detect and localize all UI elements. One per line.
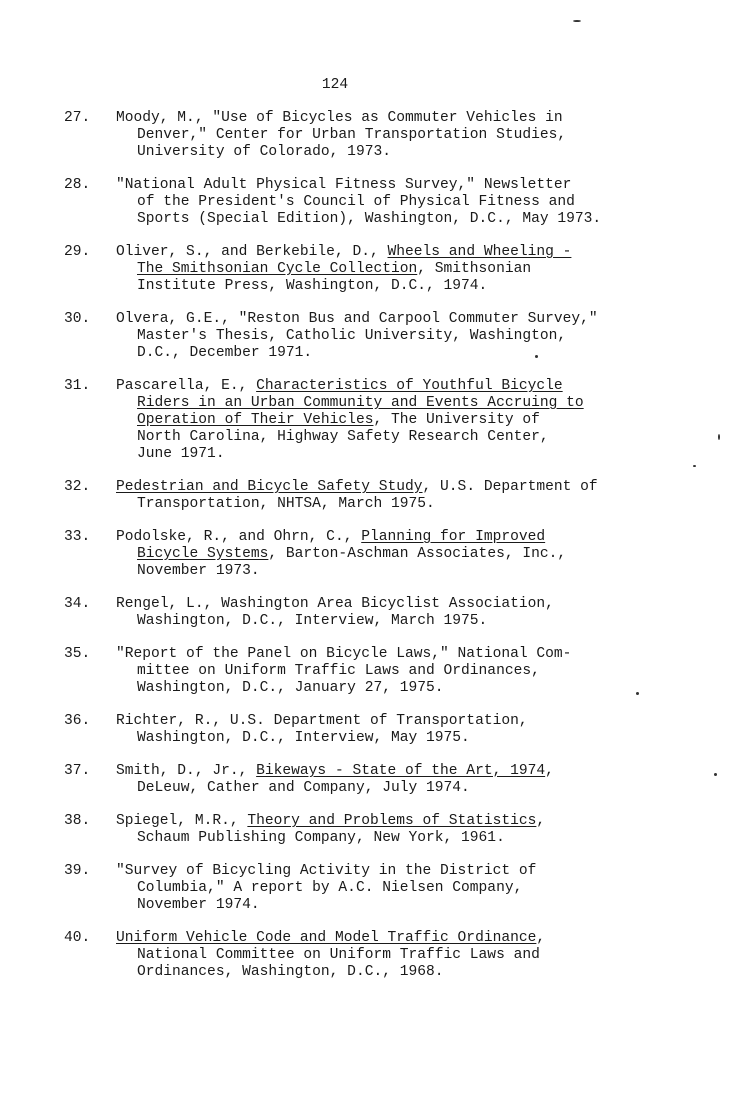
reference-line: [64, 144, 744, 161]
reference-text: Ordinances, Washington, D.C., 1968.: [137, 964, 444, 980]
reference-text: "Survey of Bicycling Activity in the District of: [116, 863, 537, 879]
reference-text: DeLeuw, Cather and Company, July 1974.: [137, 780, 470, 796]
reference-text: Master's Thesis, Catholic University, Washington,: [137, 328, 567, 344]
underlined-title: Bicycle Systems: [137, 546, 269, 562]
reference-entry: [64, 529, 744, 580]
reference-text: Transportation, NHTSA, March 1975.: [137, 496, 435, 512]
reference-line: [64, 328, 744, 345]
reference-line: [64, 663, 744, 680]
reference-line: [64, 646, 744, 663]
reference-line: [64, 529, 744, 546]
reference-text: Rengel, L., Washington Area Bicyclist Association,: [116, 596, 554, 612]
scan-speck: [535, 355, 538, 358]
reference-text: Oliver, S., and Berkebile, D.,: [116, 244, 388, 260]
underlined-title: Uniform Vehicle Code and Model Traffic Ordinance: [116, 930, 537, 946]
reference-line: [64, 378, 744, 395]
underlined-title: Characteristics of Youthful Bicycle: [256, 378, 563, 394]
reference-text: Washington, D.C., January 27, 1975.: [137, 680, 444, 696]
reference-line: [64, 763, 744, 780]
reference-text: ,: [536, 930, 546, 946]
reference-text: of the President's Council of Physical Fitness and: [137, 194, 575, 210]
reference-text: Schaum Publishing Company, New York, 1961.: [137, 830, 505, 846]
reference-number: 31.: [64, 378, 91, 394]
reference-text: ,: [545, 763, 554, 779]
reference-text: Sports (Special Edition), Washington, D.C., May 1973.: [137, 211, 602, 227]
reference-line: [64, 261, 744, 278]
reference-line: [64, 496, 744, 513]
reference-line: [64, 412, 744, 429]
reference-entry: [64, 177, 744, 228]
reference-line: [64, 395, 744, 412]
reference-line: [64, 429, 744, 446]
reference-number: 32.: [64, 479, 91, 495]
reference-text: Institute Press, Washington, D.C., 1974.: [137, 278, 488, 294]
reference-text: Richter, R., U.S. Department of Transportation,: [116, 713, 528, 729]
reference-entry: [64, 863, 744, 914]
reference-number: 37.: [64, 763, 91, 779]
reference-entry: [64, 813, 744, 847]
reference-text: , Smithsonian: [417, 261, 532, 277]
reference-text: "Report of the Panel on Bicycle Laws," National Com-: [116, 646, 572, 662]
underlined-title: Wheels and Wheeling -: [387, 244, 572, 260]
reference-text: November 1974.: [137, 897, 260, 913]
reference-line: [64, 947, 744, 964]
underlined-title: Riders in an Urban Community and Events Accruing to: [137, 395, 584, 411]
reference-line: [64, 177, 744, 194]
reference-text: Washington, D.C., Interview, May 1975.: [137, 730, 470, 746]
reference-text: Columbia," A report by A.C. Nielsen Company,: [137, 880, 523, 896]
reference-entry: [64, 311, 744, 362]
page-number: 124: [321, 77, 349, 93]
reference-number: 38.: [64, 813, 91, 829]
reference-line: [64, 880, 744, 897]
reference-list: [64, 110, 744, 997]
reference-number: 29.: [64, 244, 91, 260]
reference-number: 40.: [64, 930, 91, 946]
reference-line: [64, 713, 744, 730]
reference-line: [64, 680, 744, 697]
scan-speck: [573, 20, 581, 22]
reference-entry: [64, 930, 744, 981]
reference-line: [64, 278, 744, 295]
reference-line: [64, 446, 744, 463]
reference-line: [64, 546, 744, 563]
reference-text: , U.S. Department of: [422, 479, 598, 495]
reference-line: [64, 813, 744, 830]
reference-text: North Carolina, Highway Safety Research Center,: [137, 429, 549, 445]
reference-entry: [64, 479, 744, 513]
reference-number: 27.: [64, 110, 91, 126]
reference-line: [64, 780, 744, 797]
reference-entry: [64, 110, 744, 161]
reference-number: 33.: [64, 529, 91, 545]
reference-entry: [64, 378, 744, 463]
reference-entry: [64, 244, 744, 295]
reference-line: [64, 964, 744, 981]
reference-line: [64, 345, 744, 362]
reference-text: "National Adult Physical Fitness Survey," Newsletter: [116, 177, 572, 193]
reference-number: 34.: [64, 596, 91, 612]
scan-speck: [693, 465, 696, 467]
reference-text: Smith, D., Jr.,: [116, 763, 257, 779]
underlined-title: Pedestrian and Bicycle Safety Study: [116, 479, 423, 495]
reference-text: Spiegel, M.R.,: [116, 813, 248, 829]
reference-entry: [64, 763, 744, 797]
reference-line: [64, 863, 744, 880]
reference-text: June 1971.: [137, 446, 225, 462]
reference-text: , The University of: [373, 412, 540, 428]
reference-text: National Committee on Uniform Traffic Laws and: [137, 947, 540, 963]
underlined-title: The Smithsonian Cycle Collection: [137, 261, 418, 277]
underlined-title: Bikeways - State of the Art, 1974: [256, 763, 546, 779]
reference-line: [64, 127, 744, 144]
reference-text: ,: [536, 813, 546, 829]
underlined-title: Theory and Problems of Statistics: [247, 813, 537, 829]
reference-line: [64, 479, 744, 496]
reference-text: Olvera, G.E., "Reston Bus and Carpool Commuter Survey,": [116, 311, 598, 327]
reference-text: Washington, D.C., Interview, March 1975.: [137, 613, 488, 629]
reference-number: 35.: [64, 646, 91, 662]
reference-line: [64, 897, 744, 914]
reference-text: Pascarella, E.,: [116, 378, 257, 394]
scan-speck: [714, 773, 717, 776]
reference-line: [64, 211, 744, 228]
reference-line: [64, 110, 744, 127]
reference-line: [64, 596, 744, 613]
reference-text: Denver," Center for Urban Transportation Studies,: [137, 127, 567, 143]
reference-line: [64, 194, 744, 211]
reference-line: [64, 613, 744, 630]
reference-text: Podolske, R., and Ohrn, C.,: [116, 529, 362, 545]
scan-speck: [636, 692, 639, 695]
reference-line: [64, 930, 744, 947]
reference-text: D.C., December 1971.: [137, 345, 313, 361]
reference-number: 36.: [64, 713, 91, 729]
reference-line: [64, 830, 744, 847]
reference-text: November 1973.: [137, 563, 260, 579]
reference-text: , Barton-Aschman Associates, Inc.,: [268, 546, 567, 562]
reference-text: mittee on Uniform Traffic Laws and Ordinances,: [137, 663, 540, 679]
reference-entry: [64, 713, 744, 747]
reference-text: University of Colorado, 1973.: [137, 144, 391, 160]
reference-number: 30.: [64, 311, 91, 327]
underlined-title: Operation of Their Vehicles: [137, 412, 374, 428]
underlined-title: Planning for Improved: [361, 529, 546, 545]
reference-text: Moody, M., "Use of Bicycles as Commuter Vehicles in: [116, 110, 563, 126]
reference-number: 39.: [64, 863, 91, 879]
reference-line: [64, 730, 744, 747]
reference-line: [64, 563, 744, 580]
reference-entry: [64, 596, 744, 630]
scan-speck: [718, 434, 720, 440]
reference-entry: [64, 646, 744, 697]
reference-line: [64, 244, 744, 261]
reference-number: 28.: [64, 177, 91, 193]
reference-line: [64, 311, 744, 328]
